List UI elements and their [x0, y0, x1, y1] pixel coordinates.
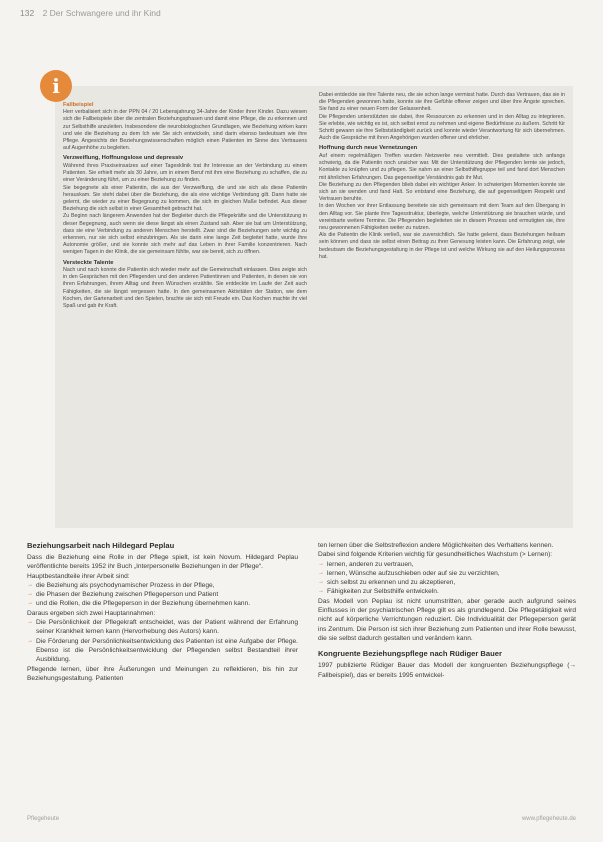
bullet-list	[27, 581, 298, 609]
body-left-column	[27, 541, 298, 683]
paragraph: Als die Patientin die Klinik verließ, war sie zuversichtlich. Sie hatte gelernt, dass Beziehungen heilsam sein können und dass sie selbst einen Beitrag zu ihrer Genesung leisten kann. Die Erfahrung zeigt, wie bedeutsam die Beziehungsgestaltung in der Pflege ist und welche Wirkung sie auf den Heilungsprozess hat.	[319, 232, 565, 260]
paragraph: Auf einem regelmäßigen Treffen wurden Netzwerke neu vermittelt. Dies gestaltete sich anfangs schwierig, da die Patientin noch unsicher war. Mit der Unterstützung der Pflegenden lernte sie jedoch, Kontakte zu knüpfen und zu pflegen. Sie nahm an einer Selbsthilfegruppe teil und fand dort Menschen mit ähnlichen Erfahrungen. Das gegenseitige Verständnis gab ihr Mut.	[319, 152, 565, 181]
body-right-column	[318, 541, 576, 680]
list-item: → die Beziehung als psychodynamischer Prozess in der Pflege,	[27, 581, 298, 590]
list-item: → Die Förderung der Persönlichkeitsentwicklung des Patienten ist eine Aufgabe der Pflege. Ebenso ist die Persönlichkeitsentwicklung der Pflegenden selbst Bestandteil ihrer Ausbildung.	[27, 637, 298, 665]
section-heading: Kongruente Beziehungspflege nach Rüdiger Bauer	[318, 649, 502, 659]
list-item: → Die Persönlichkeit der Pflegekraft entscheidet, was der Patient während der Erfahrung seiner Krankheit lernen kann (Hervorhebung des Autors) kann.	[27, 618, 298, 637]
list-item: → die Phasen der Beziehung zwischen Pflegeperson und Patient	[27, 590, 298, 599]
bullet-list	[27, 618, 298, 664]
section-heading: Verzweiflung, Hoffnungslose und depressiv	[63, 155, 184, 162]
paragraph: Die Beziehung zu den Pflegenden blieb dabei ein wichtiger Anker. In schwierigen Momenten konnte sie sich an sie wenden und fand Halt. So entstand eine Beziehung, die auf gegenseitigem Respekt und Vertrauen beruhte.	[319, 181, 565, 203]
paragraph: Pflegende lernen, über ihre Äußerungen und Meinungen zu reflektieren, bis hin zur Beziehungsgestaltung. Patienten	[27, 665, 298, 682]
running-title: 2 Der Schwangere und ihr Kind	[42, 8, 161, 18]
paragraph: 1997 publizierte Rüdiger Bauer das Modell der kongruenten Beziehungspflege (→ Fallbeispiel), das er bereits 1995 entwickel-	[318, 662, 576, 679]
box-left-column	[63, 102, 307, 310]
paragraph: Sie begegnete als einer Patientin, die aus der Verzweiflung, die und sie sich als diese Patientin herauskam. Sie steht dabei über die Beziehung, die als eine wichtige Verbindung gilt. Dann hatte sie gelernt, die wieder zu einer Begegnung zu kommen, die sich im gleichen Maße befindet. Aus dieser Beziehung die sich selbst in einer Gesamtheit gebracht hat.	[63, 184, 307, 213]
paragraph: Zu Beginn nach längerem Anwenden hat der Begleiter durch die Pflegekräfte und die Unterstützung in dieser Begegnung, auch wenn sie diese längst als einen Zustand sah. Aber sie bat um Unterstützung, dass sie eine Verbindung zu anderen Menschen herstellt. Zwar sind die Beziehungen sehr wichtig zu erkennen, nur sie sich selbst einzubringen. Als sie darin eine lange Zeit begleitet hatte, wurde ihre Autonomie größer, und sie konnte sich mehr auf das Leben in ihrer Familie konzentrieren. Nach wenigen Tagen in der Klinik, die sie gemeinsam fühlte, war sie bereit, sich zu öffnen.	[63, 213, 307, 256]
section-heading: Versteckte Talente	[63, 259, 114, 266]
list-item: → und die Rollen, die die Pflegeperson in der Beziehung übernehmen kann.	[27, 599, 298, 608]
footer-left: Pflegeheute	[27, 816, 60, 822]
paragraph: Daraus ergeben sich zwei Hauptannahmen:	[27, 609, 156, 617]
bullet-list	[318, 560, 576, 597]
paragraph: Dabei entdeckte sie ihre Talente neu, die sie schon lange vermisst hatte. Durch das Vertrauen, das sie in die Pflegenden gewonnen hatte, konnte sie ihre Gefühle offener zeigen und über ihre Ängste sprechen. Sie fand zu einer neuen Form der Gelassenheit.	[319, 92, 565, 113]
box-heading: Fallbeispiel	[63, 102, 94, 108]
paragraph: Nach und nach konnte die Patientin sich wieder mehr auf die Gemeinschaft einlassen. Dies zeigte sich in den Gesprächen mit den Pflegenden und den anderen Patientinnen und Patienten, in denen sie von ihren Erfahrungen, ihrem Alltag und ihren Wünschen erzählte. Sie entdeckte im Laufe der Zeit auch Fähigkeiten, die sie längst vergessen hatte. In den gemeinsamen Aktivitäten der Station, wie dem Kochen, der Gartenarbeit und den Spielen, brachte sie sich mit Freude ein. Das Kochen machte ihr viel Spaß und gab ihr Kraft.	[63, 267, 307, 310]
paragraph: Die Pflegenden unterstützten sie dabei, ihre Ressourcen zu erkennen und in den Alltag zu integrieren. Sie erlebte, wie wichtig es ist, sich selbst ernst zu nehmen und eigene Bedürfnisse zu äußern. Schritt für Schritt gewann sie ihre Selbstständigkeit zurück und konnte wieder Verantwortung für sich übernehmen. Auch die Gespräche mit ihren Angehörigen wurden offener und ehrlicher.	[319, 113, 565, 142]
paragraph: Dabei sind folgende Kriterien wichtig für gesundheitliches Wachstum (> Lernen):	[318, 551, 553, 559]
list-item: → Fähigkeiten zur Selbsthilfe entwickeln.	[318, 587, 576, 596]
footer-right: www.pflegeheute.de	[521, 816, 576, 822]
paragraph: ten lernen über die Selbstreflexion andere Möglichkeiten des Verhaltens kennen.	[318, 542, 554, 549]
page-number: 132	[20, 8, 35, 18]
running-header	[20, 8, 161, 18]
paragraph: Während ihres Praxiseinsatzes auf einer Tagesklinik trat ihr Interesse an der Verbindung zu einem Patienten. Sie erhielt mehr als 30 Jahre, um in einem Beruf mit ihm eine Beziehung zu schaffen, die zu einer Veränderung führt, um zu einer Beziehung zu finden.	[63, 162, 307, 184]
paragraph: Hauptbestandteile ihrer Arbeit sind:	[27, 572, 130, 580]
section-heading: Beziehungsarbeit nach Hildegard Peplau	[27, 541, 175, 550]
paragraph: Das Modell von Peplau ist nicht unumstritten, aber gerade auch aufgrund seines Einflusses in der psychiatrischen Pflege gilt es als grundlegend. Die Pflegetätigkeit wird nicht auf körperliche Verrichtungen reduziert. Die Individualität der Pflegeperson gerät ins Zentrum. Die Person ist sich ihrer Beziehung zum Patienten und ihrer Rolle bewusst, die sie selbst dadurch gestalten und verändern kann.	[318, 597, 576, 642]
list-item: → lernen, anderen zu vertrauen,	[318, 560, 576, 569]
paragraph: In den Wochen vor ihrer Entlassung bereitete sie sich gemeinsam mit dem Team auf den Übergang in den Alltag vor. Sie plante ihre Tagesstruktur, überlegte, welche Unterstützung sie brauchen würde, und vereinbarte weitere Termine. Die Pflegenden begleiteten sie in diesem Prozess und ermutigten sie, ihre neu gewonnenen Fähigkeiten weiter zu nutzen.	[319, 203, 565, 231]
info-icon: i	[40, 70, 72, 102]
section-heading: Hoffnung durch neue Vernetzungen	[319, 145, 418, 152]
paragraph: Dass die Beziehung eine Rolle in der Pflege spielt, ist kein Novum. Hildegard Peplau veröffentlichte bereits 1952 ihr Buch „Interpersonelle Beziehungen in der Pflege“.	[27, 554, 298, 571]
paragraph: Herr verbalisiert sich in der PPN 04 / 20 Lebensjahrung 34-Jahre der Kinder ihrer Kinder. Dazu wiesen sich die Fallbeispiele über die zentralen Beziehungsphasen und damit eine Pflege, die zu erkennen und zur Selbsthilfe anzuleiten. Insbesondere die neurobiologischen Grundlagen, wie Beziehung wirken kann und wie die Beziehung zu dem Ich wie Sie sich entwickeln, sind darin ebenso bedeutsam wie ihre Pflege. Angesichts der Beziehungswissenschaften möglich einen Patienten im Sinne des Vertrauens auf Augenhöhe zu begleiten.	[63, 109, 307, 152]
list-item: → lernen, Wünsche aufzuschieben oder auf sie zu verzichten,	[318, 569, 576, 578]
list-item: → sich selbst zu erkennen und zu akzeptieren,	[318, 578, 576, 587]
box-right-column	[319, 92, 565, 261]
